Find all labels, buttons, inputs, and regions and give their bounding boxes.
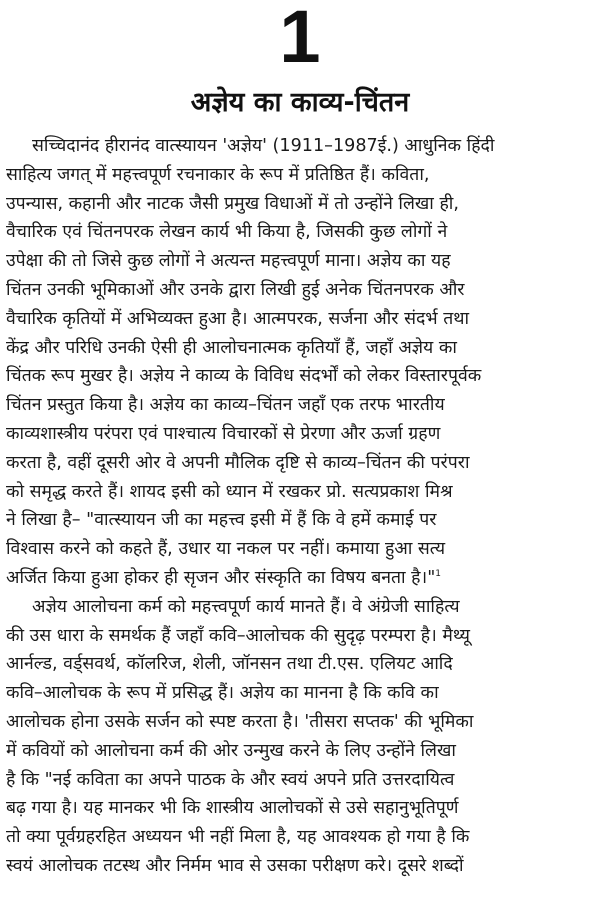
footnote-marker: 1 (435, 569, 442, 580)
text-line: में कवियों को आलोचना कर्म की ओर उन्मुख करने के लिए उन्होंने लिखा (6, 740, 456, 761)
chapter-title: अज्ञेय का काव्य-चिंतन (190, 87, 410, 118)
text-line-with-footnote (6, 564, 594, 593)
text-line: चिंतन प्रस्तुत किया है। अज्ञेय का काव्य–चिंतन जहाँ एक तरफ भारतीय (6, 395, 445, 416)
text-line: आलोचक होना उसके सर्जन को स्पष्ट करता है। 'तीसरा सप्तक' की भूमिका (6, 711, 474, 732)
paragraph-1 (6, 132, 594, 593)
paragraph-2 (6, 593, 594, 881)
text-line: को समृद्ध करते हैं। शायद इसी को ध्यान में रखकर प्रो. सत्यप्रकाश मिश्र (6, 481, 453, 502)
text-line: काव्यशास्त्रीय परंपरा एवं पाश्चात्य विचारकों से प्रेरणा और ऊर्जा ग्रहण (6, 423, 441, 444)
text-line: तो क्या पूर्वग्रहरहित अध्ययन भी नहीं मिला है, यह आवश्यक हो गया है कि (6, 827, 470, 848)
text-line: है कि "नई कविता का अपने पाठक के और स्वयं अपने प्रति उत्तरदायित्व (6, 769, 455, 790)
text-line: चिंतन उनकी भूमिकाओं और उनके द्वारा लिखी हुई अनेक चिंतनपरक और (6, 279, 465, 300)
chapter-number: 1 (279, 0, 321, 78)
text-line: ने लिखा है– "वात्स्यायन जी का महत्त्व इसी में हैं कि वे हमें कमाई पर (6, 510, 437, 531)
text-line: बढ़ गया है। यह मानकर भी कि शास्त्रीय आलोचकों से उसे सहानुभूतिपूर्ण (6, 798, 459, 819)
text-line: अर्जित किया हुआ होकर ही सृजन और संस्कृति का विषय बनता है।" (6, 567, 436, 588)
body-text (6, 132, 594, 881)
text-line: कवि–आलोचक के रूप में प्रसिद्ध हैं। अज्ञेय का मानना है कि कवि का (6, 683, 439, 704)
text-line: की उस धारा के समर्थक हैं जहाँ कवि–आलोचक की सुदृढ़ परम्परा है। मैथ्यू (6, 625, 470, 646)
text-line: करता है, वहीं दूसरी ओर वे अपनी मौलिक दृष्टि से काव्य–चिंतन की परंपरा (6, 452, 470, 473)
text-line: अज्ञेय आलोचना कर्म को महत्त्वपूर्ण कार्य मानते हैं। वे अंग्रेजी साहित्य (32, 596, 460, 617)
text-line: उपेक्षा की तो जिसे कुछ लोगों ने अत्यन्त महत्त्वपूर्ण माना। अज्ञेय का यह (6, 251, 451, 272)
text-line: उपन्यास, कहानी और नाटक जैसी प्रमुख विधाओं में तो उन्होंने लिखा ही, (6, 193, 459, 214)
text-line: साहित्य जगत् में महत्त्वपूर्ण रचनाकार के रूप में प्रतिष्ठित हैं। कविता, (6, 164, 430, 185)
text-line: केंद्र और परिधि उनकी ऐसी ही आलोचनात्मक कृतियाँ हैं, जहाँ अज्ञेय का (6, 337, 457, 358)
text-line: चिंतक रूप मुखर है। अज्ञेय ने काव्य के विविध संदर्भों को लेकर विस्तारपूर्वक (6, 366, 482, 387)
text-line: वैचारिक एवं चिंतनपरक लेखन कार्य भी किया है, जिसकी कुछ लोगों ने (6, 222, 448, 243)
text-line: आर्नल्ड, वर्ड्सवर्थ, कॉलरिज, शेली, जॉनसन तथा टी.एस. एलियट आदि (6, 654, 453, 675)
text-line: सच्चिदानंद हीरानंद वात्स्यायन 'अज्ञेय' (1911–1987ई.) आधुनिक हिंदी (32, 136, 495, 156)
text-line: विश्वास करने को कहते हैं, उधार या नकल पर नहीं। कमाया हुआ सत्य (6, 539, 446, 560)
text-line: वैचारिक कृतियों में अभिव्यक्त हुआ है। आत्मपरक, सर्जना और संदर्भ तथा (6, 308, 470, 329)
text-line: स्वयं आलोचक तटस्थ और निर्मम भाव से उसका परीक्षण करे। दूसरे शब्दों (6, 855, 464, 876)
